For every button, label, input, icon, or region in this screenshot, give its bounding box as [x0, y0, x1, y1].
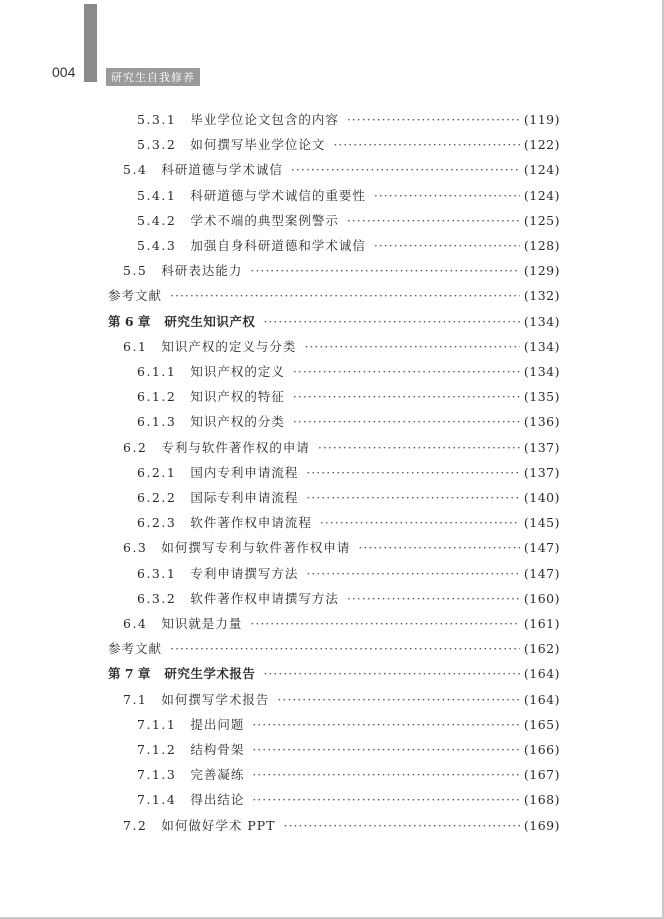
toc-entry — [137, 235, 560, 255]
toc-leader-dots — [250, 616, 519, 631]
toc-entry-page: (147) — [523, 565, 560, 581]
toc-entry-page: (168) — [523, 791, 560, 807]
toc-entry-number: 6.1.2 — [137, 388, 177, 404]
toc-entry-page: (134) — [523, 313, 560, 329]
toc-entry-number: 6.3.1 — [137, 565, 177, 581]
toc-entry-number: 6.2 — [123, 439, 148, 455]
toc-entry-number: 6.3.2 — [137, 590, 177, 606]
toc-entry-page: (134) — [523, 363, 560, 379]
toc-entry-title: 科研道德与学术诚信的重要性 — [190, 188, 366, 203]
toc-entry — [108, 638, 560, 658]
toc-leader-dots — [320, 515, 520, 530]
toc-entry-title: 知识产权的特征 — [190, 389, 285, 404]
toc-entry — [137, 487, 560, 507]
toc-entry-number: 5.4.3 — [137, 237, 177, 253]
toc-entry-title: 知识产权的定义 — [190, 364, 285, 379]
toc-entry-number: 6.2.1 — [137, 464, 177, 480]
toc-entry — [137, 134, 560, 154]
toc-entry-title: 学术不端的典型案例警示 — [190, 213, 339, 228]
toc-leader-dots — [306, 465, 520, 480]
toc-entry-number: 7.1.1 — [137, 716, 177, 732]
toc-leader-dots — [293, 364, 520, 379]
toc-entry — [137, 588, 560, 608]
toc-entry-title: 加强自身科研道德和学术诚信 — [190, 238, 366, 253]
toc-entry-number: 5.3.1 — [137, 111, 177, 127]
toc-entry-page: (160) — [523, 590, 560, 606]
toc-entry-page: (136) — [523, 413, 560, 429]
toc-entry-title: 研究生学术报告 — [164, 666, 256, 681]
toc-leader-dots — [374, 188, 520, 203]
toc-entry-number: 7.1.3 — [137, 766, 177, 782]
toc-entry-number: 第 7 章 — [108, 666, 151, 681]
toc-entry-number: 7.1 — [123, 691, 148, 707]
toc-entry-title: 知识产权的分类 — [190, 414, 285, 429]
toc-entry-page: (167) — [523, 766, 560, 782]
toc-entry-title: 软件著作权申请流程 — [190, 515, 312, 530]
toc-entry-page: (164) — [523, 665, 560, 681]
page-number: 004 — [52, 64, 76, 80]
toc-entry-title: 完善凝练 — [190, 767, 245, 782]
toc-leader-dots — [250, 263, 519, 278]
toc-entry-page: (169) — [523, 817, 560, 833]
toc-entry — [137, 512, 560, 532]
toc-entry — [137, 739, 560, 759]
toc-leader-dots — [284, 818, 520, 833]
toc-leader-dots — [306, 566, 520, 581]
toc-entry-title: 如何做好学术 PPT — [161, 818, 276, 833]
toc-entry — [123, 689, 560, 709]
toc-entry-title: 如何撰写学术报告 — [161, 692, 270, 707]
toc-leader-dots — [170, 641, 520, 656]
toc-entry-title: 毕业学位论文包含的内容 — [190, 112, 339, 127]
toc-entry — [123, 437, 560, 457]
toc-leader-dots — [347, 213, 520, 228]
toc-entry-number: 6.1.3 — [137, 413, 177, 429]
header-bar — [84, 4, 97, 82]
toc-entry-page: (161) — [523, 615, 560, 631]
toc-entry-title: 参考文献 — [108, 288, 163, 303]
toc-leader-dots — [374, 238, 520, 253]
toc-entry-title: 如何撰写专利与软件著作权申请 — [161, 540, 351, 555]
toc-entry — [137, 789, 560, 809]
toc-leader-dots — [347, 112, 520, 127]
toc-entry-number: 第 6 章 — [108, 314, 151, 329]
toc-entry — [137, 563, 560, 583]
toc-entry-page: (137) — [523, 464, 560, 480]
toc-entry-page: (164) — [523, 691, 560, 707]
toc-entry-page: (140) — [523, 489, 560, 505]
toc-entry-number: 5.3.2 — [137, 136, 177, 152]
toc-entry-page: (165) — [523, 716, 560, 732]
toc-leader-dots — [252, 742, 520, 757]
toc-entry-title: 如何撰写毕业学位论文 — [190, 137, 326, 152]
toc-entry-page: (134) — [523, 338, 560, 354]
toc-entry — [137, 109, 560, 129]
toc-entry-title: 专利与软件著作权的申请 — [161, 440, 310, 455]
toc-entry-title: 得出结论 — [190, 792, 245, 807]
toc-entry-page: (147) — [523, 539, 560, 555]
toc-entry-title: 结构骨架 — [190, 742, 245, 757]
toc-entry-title: 知识就是力量 — [161, 616, 243, 631]
toc-entry — [137, 185, 560, 205]
toc-leader-dots — [318, 440, 520, 455]
toc-entry-title: 专利申请撰写方法 — [190, 566, 299, 581]
toc-leader-dots — [306, 490, 520, 505]
toc-entry-number: 6.1.1 — [137, 363, 177, 379]
toc-chapter-entry — [108, 311, 560, 331]
toc-leader-dots — [263, 666, 519, 681]
toc-entry-page: (128) — [523, 237, 560, 253]
toc-leader-dots — [252, 767, 520, 782]
toc-entry — [123, 336, 560, 356]
toc-entry-page: (137) — [523, 439, 560, 455]
toc-entry-title: 研究生知识产权 — [164, 314, 256, 329]
toc-leader-dots — [358, 540, 519, 555]
toc-leader-dots — [263, 314, 519, 329]
toc-entry-number: 7.1.4 — [137, 791, 177, 807]
toc-entry-number: 6.2.3 — [137, 514, 177, 530]
toc-entry — [137, 411, 560, 431]
toc-entry-page: (166) — [523, 741, 560, 757]
toc-entry-page: (124) — [523, 187, 560, 203]
toc-entry — [137, 361, 560, 381]
toc-entry-number: 5.4.2 — [137, 212, 177, 228]
toc-leader-dots — [277, 692, 519, 707]
toc-entry-page: (135) — [523, 388, 560, 404]
toc-entry-title: 软件著作权申请撰写方法 — [190, 591, 339, 606]
toc-entry-page: (124) — [523, 161, 560, 177]
toc-entry-number: 6.2.2 — [137, 489, 177, 505]
toc-entry — [123, 260, 560, 280]
toc-entry-page: (162) — [523, 640, 560, 656]
toc-chapter-entry — [108, 663, 560, 683]
toc-entry-page: (125) — [523, 212, 560, 228]
toc-entry-number: 5.4 — [123, 161, 148, 177]
toc-entry-title: 科研表达能力 — [161, 263, 243, 278]
toc-entry-title: 科研道德与学术诚信 — [161, 162, 283, 177]
toc-entry-page: (129) — [523, 262, 560, 278]
toc-entry-title: 国内专利申请流程 — [190, 465, 299, 480]
toc-leader-dots — [347, 591, 520, 606]
toc-entry-title: 参考文献 — [108, 641, 163, 656]
toc-leader-dots — [293, 389, 520, 404]
toc-entry-page: (132) — [523, 287, 560, 303]
toc-leader-dots — [291, 162, 520, 177]
toc-entry-title: 提出问题 — [190, 717, 245, 732]
toc-leader-dots — [333, 137, 520, 152]
toc-entry-number: 5.5 — [123, 262, 148, 278]
toc-entry-number: 5.4.1 — [137, 187, 177, 203]
toc-entry-number: 6.3 — [123, 539, 148, 555]
toc-leader-dots — [293, 414, 520, 429]
running-head-title: 研究生自我修养 — [106, 68, 200, 86]
toc-entry-page: (145) — [523, 514, 560, 530]
toc-leader-dots — [304, 339, 519, 354]
toc-entry-number: 7.2 — [123, 817, 148, 833]
toc-entry-page: (122) — [523, 136, 560, 152]
toc-entry-number: 6.4 — [123, 615, 148, 631]
toc-leader-dots — [252, 717, 520, 732]
toc-entry — [108, 285, 560, 305]
toc-entry — [137, 462, 560, 482]
toc-entry-title: 国际专利申请流程 — [190, 490, 299, 505]
toc-entry-number: 7.1.2 — [137, 741, 177, 757]
toc-entry — [123, 537, 560, 557]
toc-leader-dots — [170, 288, 520, 303]
toc-entry — [137, 764, 560, 784]
toc-entry — [123, 159, 560, 179]
toc-leader-dots — [252, 792, 520, 807]
toc-entry-title: 知识产权的定义与分类 — [161, 339, 297, 354]
toc-entry — [137, 386, 560, 406]
toc-entry-number: 6.1 — [123, 338, 148, 354]
toc-entry — [137, 714, 560, 734]
toc-entry — [137, 210, 560, 230]
toc-entry — [123, 613, 560, 633]
toc-entry-page: (119) — [523, 111, 560, 127]
toc-entry — [123, 815, 560, 835]
